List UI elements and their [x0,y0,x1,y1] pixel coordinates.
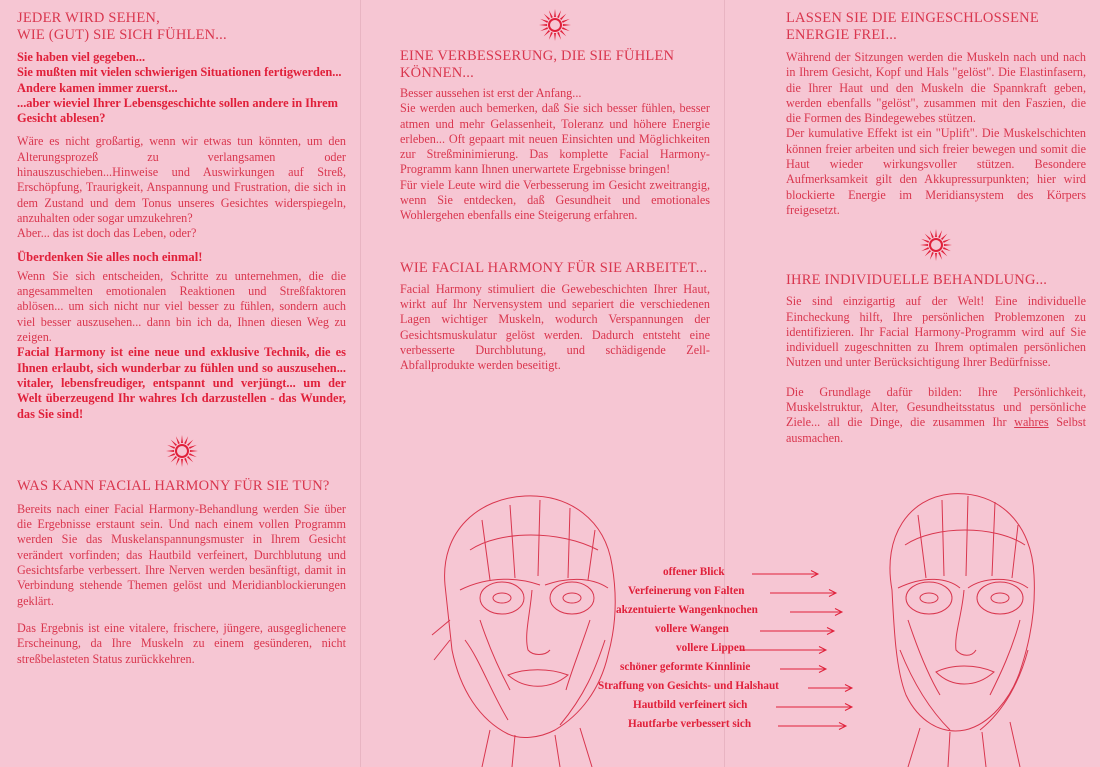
face-muscle-illustration [420,490,1100,767]
paragraph-improvement: Besser aussehen ist erst der Anfang... Sie werden auch bemerken, daß Sie sich besser fühlen, besser atmen und mehr Gelassenheit, Toleranz und höhere Energie erleben... Oft gepaart mit neuen Einsichten und Möglichkeiten zur Streßminimierung. Das komplette Facial Harmony-Programm kann Ihnen unerwartete Ergebnisse bringen! Für viele Leute wird die Verbesserung im Gesicht zweitrangig, wenn Sie entdecken, daß Gesundheit und emotionales Wohlergehen ebenfalls eine Steigerung erfahren. [400,86,710,223]
feature-label: vollere Lippen [676,642,746,654]
sun-icon [165,434,199,468]
technique-bold-text: Facial Harmony ist eine neue und exklusive Technik, die es Ihnen erlaubt, sich wunderbar zu fühlen und so auszusehen... vitaler, lebensfreudiger, entspannt und verjüngt... um der Welt überzeugend Ihr wahres Ich darzustellen - das Wunder, das Sie sind! [17,345,346,421]
feature-label: schöner geformte Kinnlinie [620,661,751,673]
basis-text-b: Selbst ausmachen. [786,415,1087,445]
paragraph-results: Bereits nach einer Facial Harmony-Behandlung werden Sie über die Ergebnisse erstaunt sein. Und nach einem vollen Programm werden Sie das Muskelanspannungsmuster in Ihrem Gesicht verändert vorfinden; das Hautbild verfeinert, Durchblutung und Gesichtsfarbe verbessert. Ihre Nerven werden besänftigt, damit in Verbindung stehende Themen gelöst und Meridianblockierungen geklärt. [17,501,346,608]
heading-energie: LASSEN SIE DIE EINGESCHLOSSENE ENERGIE FREI... [786,10,1039,43]
heading-behandlung: IHRE INDIVIDUELLE BEHANDLUNG... [786,272,1048,289]
paragraph-aging: Wäre es nicht großartig, wenn wir etwas tun könnten, um den Alterungsprozeß zu verlangsamen oder hinauszuschieben...Hinweise und Auswirkungen auf Streß, Erschöpfung, Traurigkeit, Anspannung und Frustration, die sich in dem Zustand und dem Tonus unseres Gesichtes widerspiegeln, anzuhalten oder sogar umzukehren? [17,134,346,225]
face-illustration-area [420,490,1100,767]
feature-label: offener Blick [663,566,725,578]
basis-text-a: Die Grundlage dafür bilden: Ihre Persönlichkeit, Muskelstruktur, Alter, Gesundheitsstatus und persönliche Ziele... all die Dinge, die zusammen Ihr [786,384,1086,430]
intro-bold-text: Sie haben viel gegeben... Sie mußten mit vielen schwierigen Situationen fertigwerden... Andere kamen immer zuerst... ...aber wieviel Ihrer Lebensgeschichte sollen andere in Ihrem Gesicht ablesen? [17,50,342,126]
panel-left [0,0,360,767]
paragraph-steps: Wenn Sie sich entscheiden, Schritte zu unternehmen, die die angesammelten emotionalen Reaktionen und Streßfaktoren ablösen... um sich nicht nur viel besser zu fühlen, sondern auch viel besser auszusehen... dann bin ich da, Ihnen diesen Weg zu zeigen. [17,268,346,345]
heading-was-kann: WAS KANN FACIAL HARMONY FÜR SIE TUN? [17,477,330,494]
reconsider-heading: Überdenken Sie alles noch einmal! [17,249,203,264]
sun-icon [538,8,572,42]
feature-label: Hautbild verfeinert sich [633,699,748,711]
paragraph-life: Aber... das ist doch das Leben, oder? [17,226,197,241]
feature-label: Hautfarbe verbessert sich [628,718,752,730]
feature-label: akzentuierte Wangenknochen [616,604,758,616]
sun-icon [919,228,953,262]
basis-underlined-word: wahres [1014,415,1049,430]
heading-verbesserung: EINE VERBESSERUNG, DIE SIE FÜHLEN KÖNNEN... [400,48,675,81]
heading-jeder-wird-sehen: JEDER WIRD SEHEN, WIE (GUT) SIE SICH FÜHLEN... [17,10,227,43]
paragraph-energy: Während der Sitzungen werden die Muskeln nach und nach in Ihrem Gesicht, Kopf und Hals "gelöst". Die Elastinfasern, die Ihrer Haut und den Muskeln die Spannkraft geben, werden ebenfalls "gelöst", zusammen mit den Faszien, die die Formen des Bindegewebes stützen. Der kumulative Effekt ist ein "Uplift". Die Muskelschichten können freier arbeiten und sich freier bewegen und somit die Haut wieder wirkungsvoller stützen. Besondere Aufmerksamkeit gilt den Akkupressurpunkten; hier wird blockierte Energie im Meridiansystem des Körpers freigesetzt. [786,50,1086,217]
feature-label: Verfeinerung von Falten [628,585,745,597]
paragraph-individual: Sie sind einzigartig auf der Welt! Eine individuelle Eincheckung hilft, Ihre persönlichen Problemzonen zu identifizieren. Ihr Facial Harmony-Programm wird auf Sie individuell zugeschnitten zu Ihrem optimalen persönlichen Nutzen und unter Berücksichtigung Ihrer Bedürfnisse. [786,294,1086,370]
feature-label: vollere Wangen [655,623,729,635]
heading-wie-arbeitet: WIE FACIAL HARMONY FÜR SIE ARBEITET... [400,259,708,276]
feature-label: Straffung von Gesichts- und Halshaut [598,680,779,692]
paragraph-how-it-works: Facial Harmony stimuliert die Gewebeschichten Ihrer Haut, wirkt auf Ihr Nervensystem und separiert die verschiedenen Lagen wichtiger Muskeln, wodurch Verspannungen der Gesichtsmuskulatur gelöst werden. Dadurch entsteht eine verbesserte Durchblutung, und schädigende Zell-Abfallprodukte werden beseitigt. [400,281,710,373]
paragraph-basis [786,385,1086,446]
paragraph-outcome: Das Ergebnis ist eine vitalere, frischere, jüngere, ausgeglichenere Erscheinung, da Ihre Muskeln zu einem gesünderen, nicht streßbelasteten Status zurückkehren. [17,620,346,666]
